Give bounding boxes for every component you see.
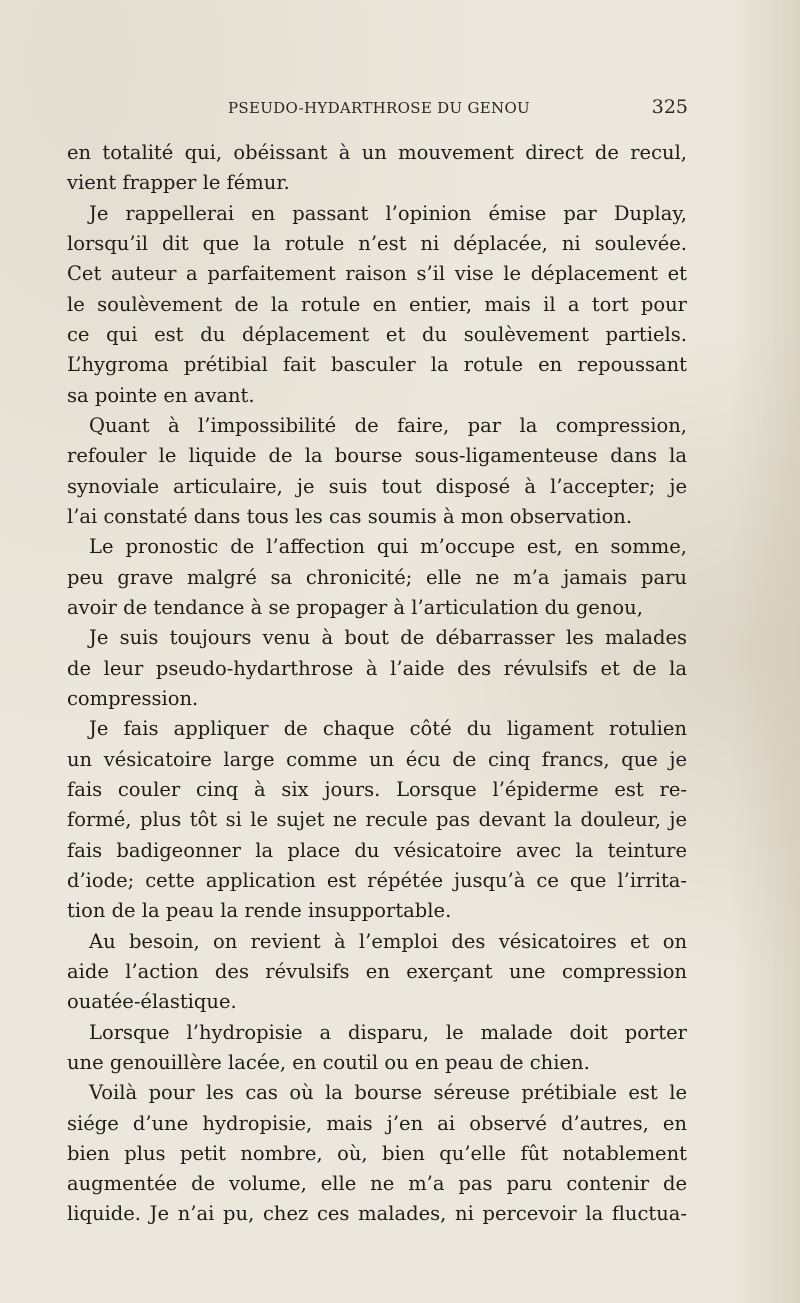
text-line: siége d’une hydropisie, mais j’en ai observé d’autres, en xyxy=(67,1111,687,1135)
text-line: augmentée de volume, elle ne m’a pas paru contenir de xyxy=(67,1172,687,1196)
text-line: bien plus petit nombre, où, bien qu’elle fût notablement xyxy=(67,1141,687,1165)
text-line: vient frapper le fémur. xyxy=(67,171,290,195)
text-line: fais couler cinq à six jours. Lorsque l’épiderme est re- xyxy=(67,777,687,801)
text-line: ce qui est du déplacement et du soulèvement partiels. xyxy=(67,322,687,346)
text-line: Je rappellerai en passant l’opinion émise par Duplay, xyxy=(89,201,687,225)
page-edge-shading xyxy=(730,0,800,1303)
text-line: fais badigeonner la place du vésicatoire avec la teinture xyxy=(67,838,687,862)
text-line: Au besoin, on revient à l’emploi des vésicatoires et on xyxy=(89,929,687,953)
text-line: sa pointe en avant. xyxy=(67,383,255,407)
text-line: liquide. Je n’ai pu, chez ces malades, ni percevoir la fluctua- xyxy=(67,1202,687,1226)
text-line: l’ai constaté dans tous les cas soumis à mon observation. xyxy=(67,504,633,528)
text-line: de leur pseudo-hydarthrose à l’aide des révulsifs et de la xyxy=(67,656,687,680)
text-line: Quant à l’impossibilité de faire, par la compression, xyxy=(89,413,687,437)
text-line: avoir de tendance à se propager à l’articulation du genou, xyxy=(67,595,643,619)
text-line: compression. xyxy=(67,686,199,710)
text-line: Lorsque l’hydropisie a disparu, le malade doit porter xyxy=(89,1020,687,1044)
text-line: peu grave malgré sa chronicité; elle ne m’a jamais paru xyxy=(67,565,687,589)
text-line: ouatée-élastique. xyxy=(67,990,237,1014)
text-line: Je fais appliquer de chaque côté du ligament rotulien xyxy=(89,717,687,741)
text-line: aide l’action des révulsifs en exerçant une compression xyxy=(67,959,687,983)
text-line: L’hygroma prétibial fait basculer la rotule en repoussant xyxy=(67,353,687,377)
text-line: Le pronostic de l’affection qui m’occupe est, en somme, xyxy=(89,535,687,559)
text-line: refouler le liquide de la bourse sous-ligamenteuse dans la xyxy=(67,444,687,468)
text-line: Cet auteur a parfaitement raison s’il vise le déplacement et xyxy=(67,262,687,286)
text-line: en totalité qui, obéissant à un mouvement direct de recul, xyxy=(67,141,687,164)
text-line: Voilà pour les cas où la bourse séreuse prétibiale est le xyxy=(89,1081,687,1105)
text-line: Je suis toujours venu à bout de débarrasser les malades xyxy=(89,626,687,650)
text-line: tion de la peau la rende insupportable. xyxy=(67,899,452,923)
running-title: PSEUDO-HYDARTHROSE DU GENOU xyxy=(228,99,530,117)
text-line: un vésicatoire large comme un écu de cinq francs, que je xyxy=(67,747,687,771)
page-header xyxy=(228,96,688,122)
text-line: synoviale articulaire, je suis tout disposé à l’accepter; je xyxy=(67,474,687,498)
body-text xyxy=(67,138,687,1230)
text-line: formé, plus tôt si le sujet ne recule pas devant la douleur, je xyxy=(67,808,687,832)
text-line: lorsqu’il dit que la rotule n’est ni déplacée, ni soulevée. xyxy=(67,231,687,255)
text-line: d’iode; cette application est répétée jusqu’à ce que l’irrita- xyxy=(67,868,687,892)
text-line: le soulèvement de la rotule en entier, mais il a tort pour xyxy=(67,292,687,316)
page-number: 325 xyxy=(651,96,688,118)
text-line: une genouillère lacée, en coutil ou en peau de chien. xyxy=(67,1050,590,1074)
